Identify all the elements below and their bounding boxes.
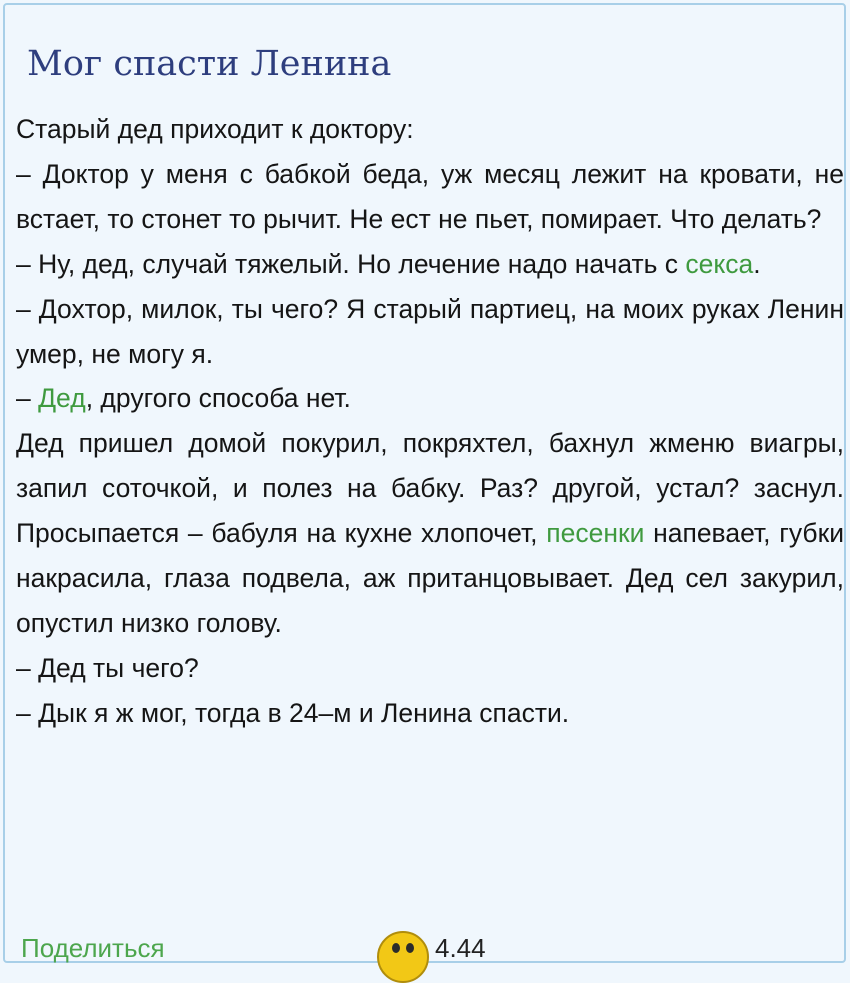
joke-paragraph: – Дед, другого способа нет. [16, 383, 351, 414]
joke-title: Мог спасти Ленина [27, 44, 392, 84]
tag-link-ded[interactable]: Дед [38, 383, 86, 414]
joke-paragraph: – Дык я ж мог, тогда в 24–м и Ленина спасти. [16, 697, 570, 728]
joke-paragraph: – Ну, дед, случай тяжелый. Но лечение надо начать с секса. [16, 248, 761, 279]
tag-link-seks[interactable]: секса [685, 248, 754, 279]
rating-value: 4.44 [435, 933, 486, 963]
joke-card [3, 3, 846, 963]
tag-link-pesenki[interactable]: песенки [546, 518, 645, 549]
joke-paragraph: – Доктор у меня с бабкой беда, уж месяц лежит на кровати, не встает, то стонет то рычит. Не ест не пьет, помирает. Что делать? [16, 158, 844, 234]
smiley-face-icon[interactable] [377, 931, 429, 983]
joke-footer [21, 928, 841, 968]
joke-paragraph: – Дохтор, милок, ты чего? Я старый партиец, на моих руках Ленин умер, не могу я. [16, 293, 844, 369]
joke-paragraph: Дед пришел домой покурил, покряхтел, бахнул жменю виагры, запил соточкой, и полез на бабку. Раз? другой, устал? заснул. Просыпается – бабуля на кухне хлопочет, песенки напевает, губки накрасила, глаза подвела, аж пританцовывает. Дед сел закурил, опустил низко голову. [16, 428, 844, 638]
joke-paragraph: Старый дед приходит к доктору: [16, 114, 414, 144]
joke-body [16, 107, 844, 736]
joke-paragraph: – Дед ты чего? [16, 652, 199, 683]
share-link[interactable]: Поделиться [21, 933, 165, 963]
